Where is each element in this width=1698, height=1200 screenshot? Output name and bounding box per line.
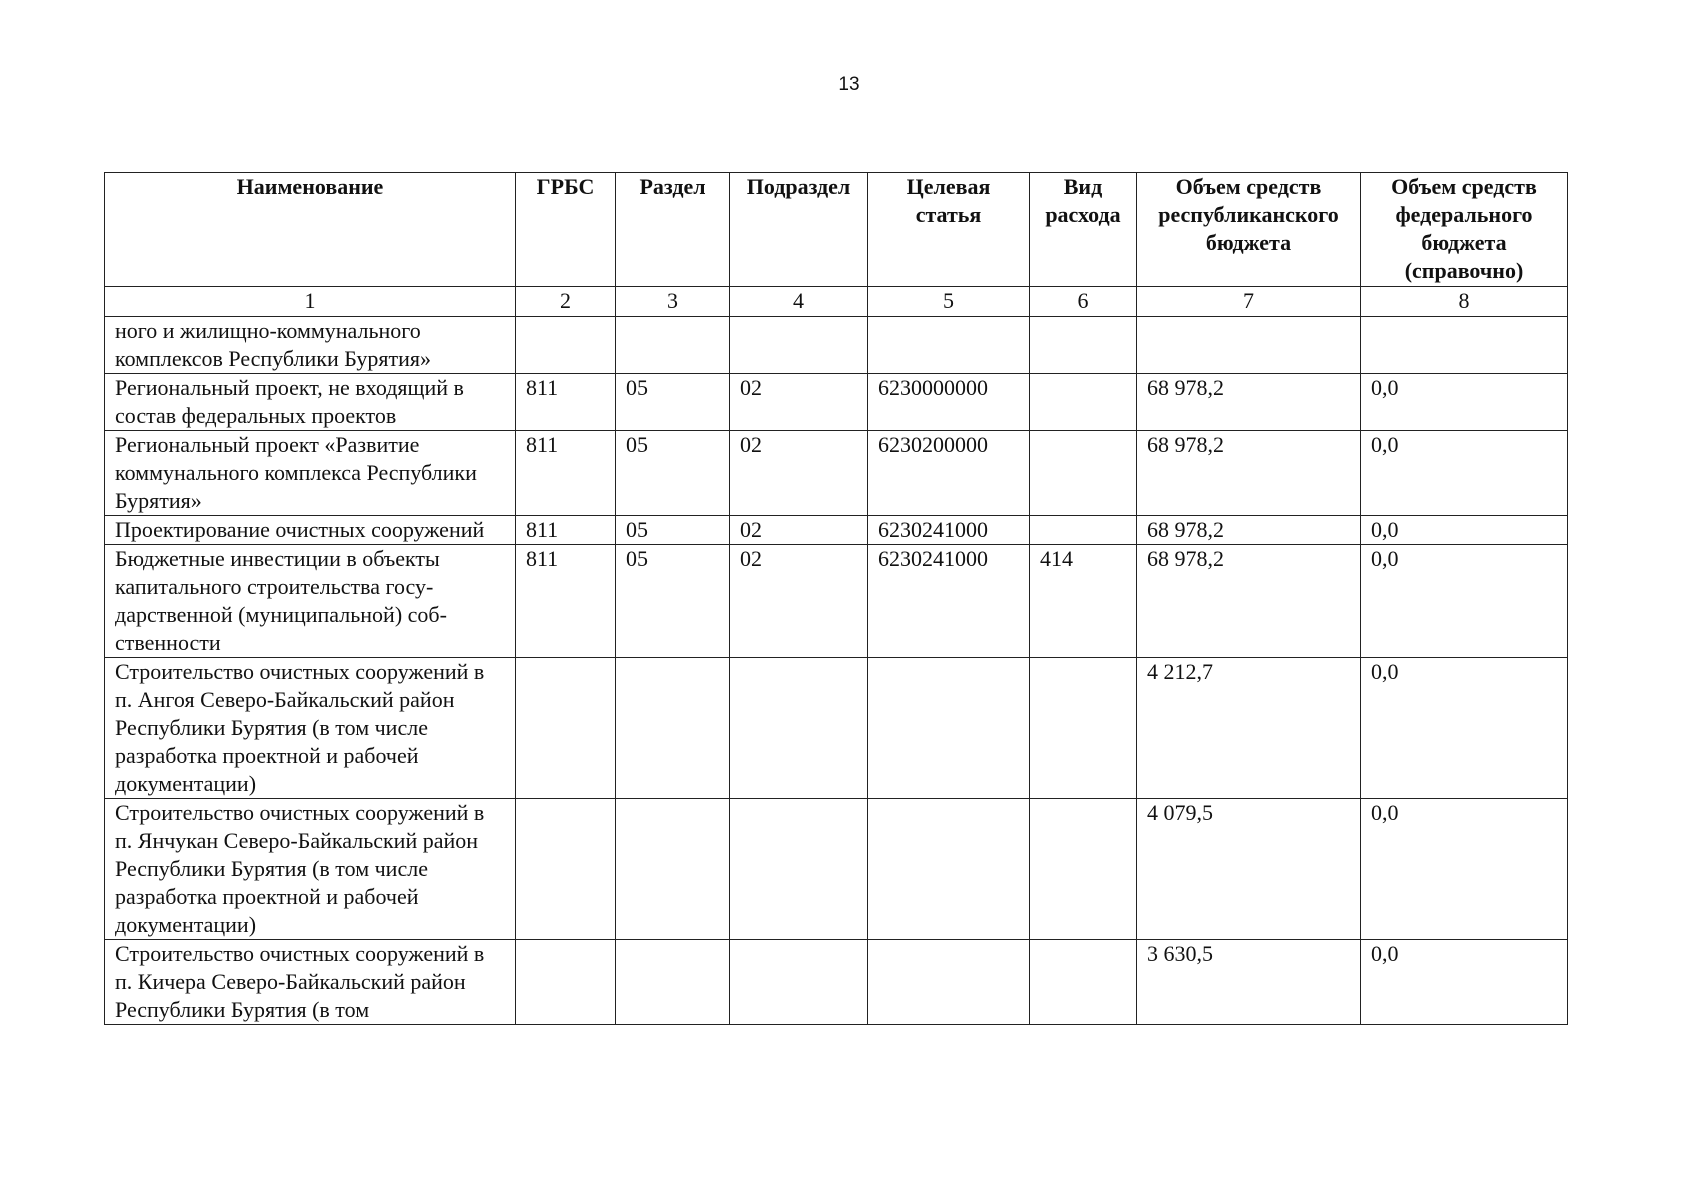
cell-podrazdel: 02	[730, 431, 868, 516]
cell-target-article	[868, 658, 1030, 799]
cell-republic-budget: 68 978,2	[1137, 516, 1361, 545]
cell-expense-type: 414	[1030, 545, 1137, 658]
cell-razdel: 05	[616, 431, 730, 516]
header-podrazdel: Подраздел	[730, 173, 868, 287]
cell-federal-budget: 0,0	[1361, 374, 1568, 431]
cell-republic-budget: 68 978,2	[1137, 374, 1361, 431]
cell-podrazdel: 02	[730, 516, 868, 545]
cell-federal-budget: 0,0	[1361, 545, 1568, 658]
header-grbs: ГРБС	[516, 173, 616, 287]
column-number: 1	[105, 287, 516, 317]
cell-republic-budget: 3 630,5	[1137, 940, 1361, 1025]
table-row	[105, 799, 1568, 940]
column-number: 6	[1030, 287, 1137, 317]
cell-grbs: 811	[516, 545, 616, 658]
table-row	[105, 940, 1568, 1025]
cell-podrazdel: 02	[730, 545, 868, 658]
header-federal-budget: Объем средств федерального бюджета (справочно)	[1361, 173, 1568, 287]
budget-table	[104, 172, 1568, 1025]
cell-name: Проектирование очистных сооружений	[105, 516, 516, 545]
cell-podrazdel	[730, 799, 868, 940]
cell-federal-budget: 0,0	[1361, 799, 1568, 940]
cell-name: Строительство очистных сооружений в п. Кичера Северо-Байкальский район Республики Бурятия (в том	[105, 940, 516, 1025]
header-republic-budget: Объем средств республиканского бюджета	[1137, 173, 1361, 287]
cell-target-article: 6230000000	[868, 374, 1030, 431]
cell-podrazdel	[730, 940, 868, 1025]
cell-razdel: 05	[616, 516, 730, 545]
cell-expense-type	[1030, 516, 1137, 545]
column-number: 7	[1137, 287, 1361, 317]
cell-name: Бюджетные инвестиции в объекты капитального строительства государственной (муниципальной) собственности	[105, 545, 516, 658]
cell-republic-budget: 4 212,7	[1137, 658, 1361, 799]
cell-grbs	[516, 940, 616, 1025]
cell-target-article	[868, 799, 1030, 940]
column-number: 8	[1361, 287, 1568, 317]
cell-podrazdel: 02	[730, 374, 868, 431]
header-razdel: Раздел	[616, 173, 730, 287]
column-number: 5	[868, 287, 1030, 317]
header-target-article: Целевая статья	[868, 173, 1030, 287]
cell-grbs: 811	[516, 374, 616, 431]
cell-podrazdel	[730, 658, 868, 799]
cell-federal-budget: 0,0	[1361, 658, 1568, 799]
table-row	[105, 516, 1568, 545]
header-expense-type: Вид расхода	[1030, 173, 1137, 287]
cell-republic-budget: 4 079,5	[1137, 799, 1361, 940]
cell-razdel: 05	[616, 545, 730, 658]
cell-target-article	[868, 317, 1030, 374]
cell-razdel	[616, 317, 730, 374]
table-row	[105, 317, 1568, 374]
cell-target-article: 6230241000	[868, 516, 1030, 545]
column-number: 4	[730, 287, 868, 317]
cell-federal-budget: 0,0	[1361, 516, 1568, 545]
cell-expense-type	[1030, 940, 1137, 1025]
table-row	[105, 545, 1568, 658]
cell-name: Строительство очистных сооружений в п. Ангоя Северо-Байкальский район Республики Бурятия (в том числе разработка проектной и рабочей документации)	[105, 658, 516, 799]
cell-federal-budget: 0,0	[1361, 431, 1568, 516]
cell-expense-type	[1030, 374, 1137, 431]
cell-target-article: 6230200000	[868, 431, 1030, 516]
cell-name: Строительство очистных сооружений в п. Янчукан Северо-Байкальский район Республики Бурятия (в том числе разработка проектной и рабочей документации)	[105, 799, 516, 940]
cell-federal-budget	[1361, 317, 1568, 374]
page-number: 13	[838, 74, 860, 95]
table-row	[105, 658, 1568, 799]
table-body	[105, 317, 1568, 1025]
cell-expense-type	[1030, 658, 1137, 799]
cell-razdel	[616, 658, 730, 799]
cell-podrazdel	[730, 317, 868, 374]
cell-name: ного и жилищно-коммунального комплексов Республики Бурятия»	[105, 317, 516, 374]
column-number: 2	[516, 287, 616, 317]
cell-grbs: 811	[516, 516, 616, 545]
column-number: 3	[616, 287, 730, 317]
cell-grbs: 811	[516, 431, 616, 516]
cell-federal-budget: 0,0	[1361, 940, 1568, 1025]
column-number-row	[105, 287, 1568, 317]
cell-name: Региональный проект, не входящий в состав федеральных проектов	[105, 374, 516, 431]
cell-name: Региональный проект «Развитие коммунального комплекса Республики Бурятия»	[105, 431, 516, 516]
header-name: Наименование	[105, 173, 516, 287]
cell-expense-type	[1030, 799, 1137, 940]
table-row	[105, 431, 1568, 516]
cell-razdel	[616, 940, 730, 1025]
cell-republic-budget: 68 978,2	[1137, 545, 1361, 658]
cell-grbs	[516, 799, 616, 940]
cell-republic-budget: 68 978,2	[1137, 431, 1361, 516]
cell-expense-type	[1030, 317, 1137, 374]
cell-target-article: 6230241000	[868, 545, 1030, 658]
cell-grbs	[516, 317, 616, 374]
cell-target-article	[868, 940, 1030, 1025]
table-row	[105, 374, 1568, 431]
cell-expense-type	[1030, 431, 1137, 516]
cell-grbs	[516, 658, 616, 799]
cell-razdel: 05	[616, 374, 730, 431]
cell-razdel	[616, 799, 730, 940]
cell-republic-budget	[1137, 317, 1361, 374]
table-header-row	[105, 173, 1568, 287]
